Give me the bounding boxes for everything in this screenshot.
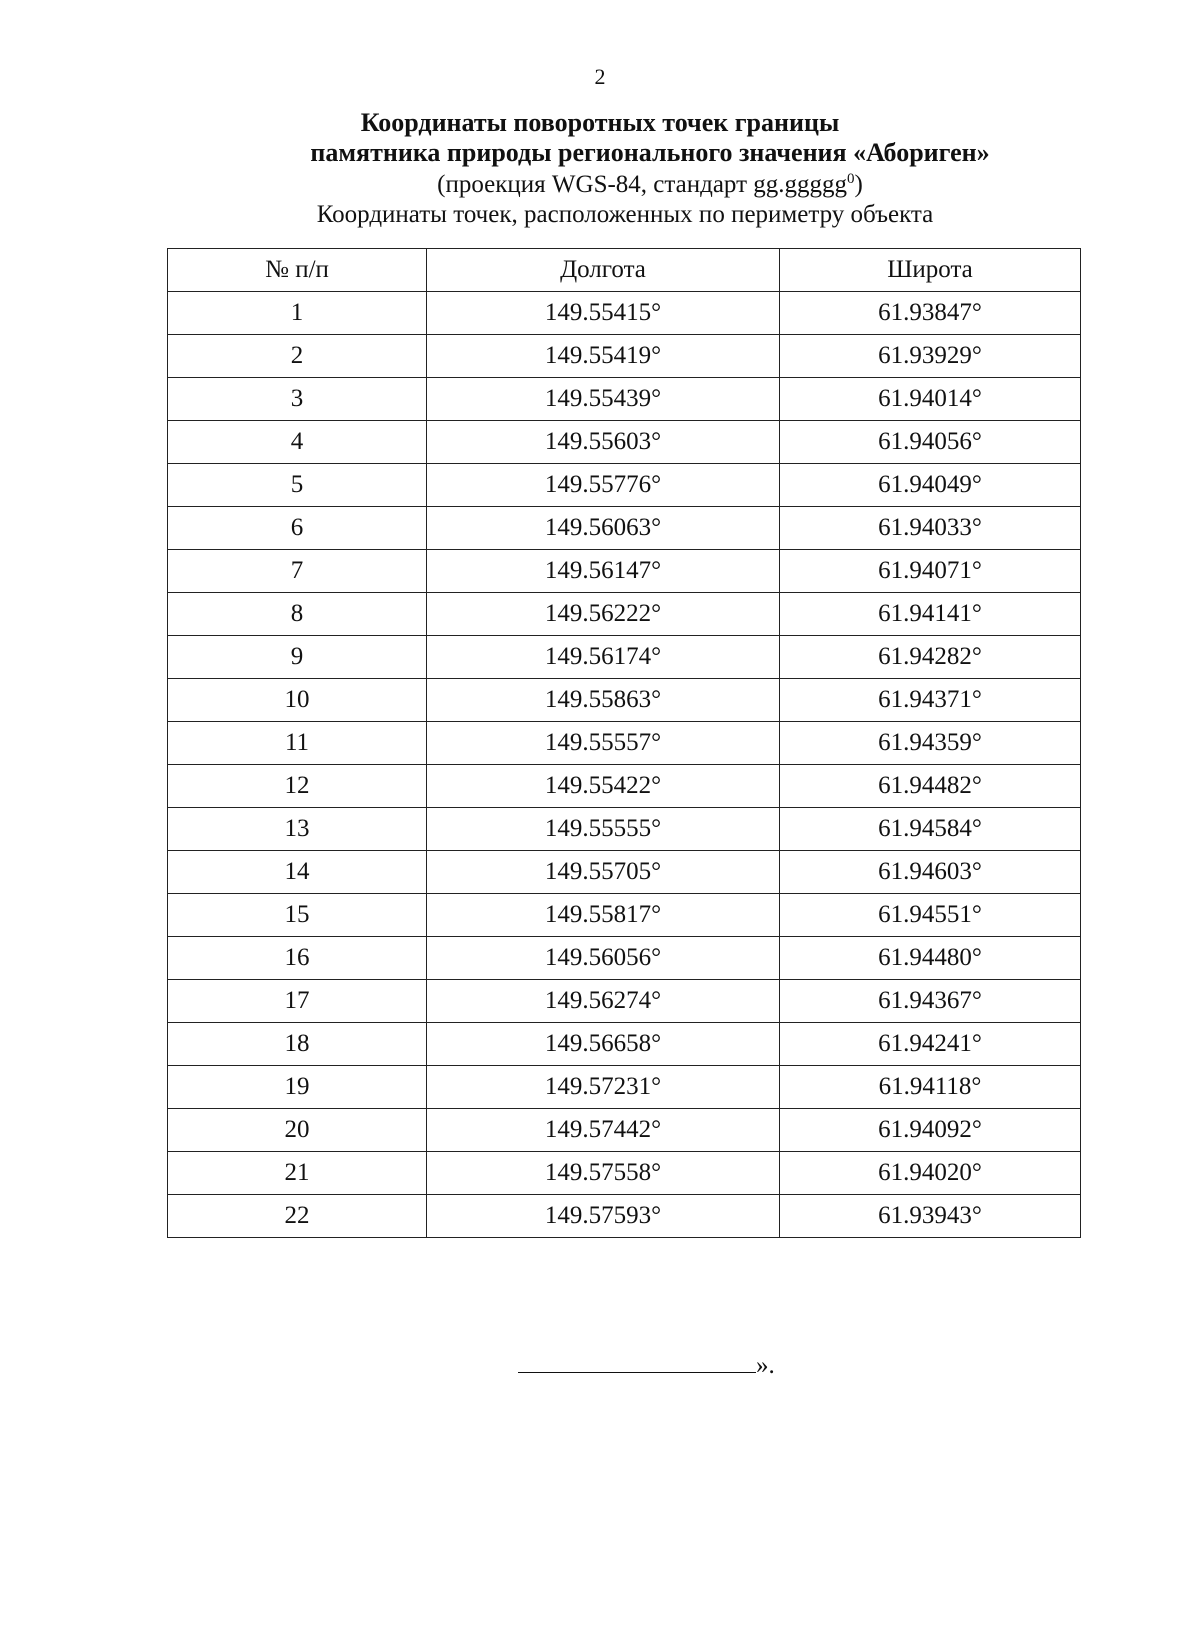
cell-longitude: 149.56056° xyxy=(427,937,780,980)
cell-longitude: 149.55557° xyxy=(427,722,780,765)
table-row xyxy=(168,550,1081,593)
table-row xyxy=(168,851,1081,894)
table-row xyxy=(168,1109,1081,1152)
cell-longitude: 149.55705° xyxy=(427,851,780,894)
table-body xyxy=(168,292,1081,1238)
header-latitude: Широта xyxy=(780,249,1081,292)
cell-latitude: 61.94020° xyxy=(780,1152,1081,1195)
table-row xyxy=(168,292,1081,335)
cell-latitude: 61.94118° xyxy=(780,1066,1081,1109)
cell-latitude: 61.94049° xyxy=(780,464,1081,507)
cell-latitude: 61.94071° xyxy=(780,550,1081,593)
table-row xyxy=(168,937,1081,980)
cell-number: 19 xyxy=(168,1066,427,1109)
cell-number: 10 xyxy=(168,679,427,722)
table-row xyxy=(168,1195,1081,1238)
cell-longitude: 149.57231° xyxy=(427,1066,780,1109)
table-row xyxy=(168,765,1081,808)
cell-latitude: 61.94603° xyxy=(780,851,1081,894)
cell-latitude: 61.94241° xyxy=(780,1023,1081,1066)
cell-number: 22 xyxy=(168,1195,427,1238)
cell-latitude: 61.94480° xyxy=(780,937,1081,980)
cell-longitude: 149.55863° xyxy=(427,679,780,722)
cell-number: 5 xyxy=(168,464,427,507)
cell-number: 17 xyxy=(168,980,427,1023)
cell-latitude: 61.94014° xyxy=(780,378,1081,421)
cell-longitude: 149.57558° xyxy=(427,1152,780,1195)
table-row xyxy=(168,679,1081,722)
cell-longitude: 149.55419° xyxy=(427,335,780,378)
table-row xyxy=(168,636,1081,679)
cell-number: 7 xyxy=(168,550,427,593)
cell-number: 2 xyxy=(168,335,427,378)
table-row xyxy=(168,378,1081,421)
projection-closing: ) xyxy=(854,171,863,198)
document-title xyxy=(0,108,1200,168)
cell-latitude: 61.94551° xyxy=(780,894,1081,937)
cell-longitude: 149.55817° xyxy=(427,894,780,937)
table-row xyxy=(168,593,1081,636)
cell-latitude: 61.94092° xyxy=(780,1109,1081,1152)
table-row xyxy=(168,1023,1081,1066)
cell-latitude: 61.93847° xyxy=(780,292,1081,335)
cell-latitude: 61.94584° xyxy=(780,808,1081,851)
cell-number: 14 xyxy=(168,851,427,894)
cell-number: 13 xyxy=(168,808,427,851)
table-subtitle: Координаты точек, расположенных по периметру объекта xyxy=(316,201,934,228)
cell-longitude: 149.55603° xyxy=(427,421,780,464)
cell-number: 11 xyxy=(168,722,427,765)
table-row xyxy=(168,808,1081,851)
closing-mark: ». xyxy=(756,1352,775,1379)
projection-text: (проекция WGS-84, стандарт gg.ggggg xyxy=(437,171,848,198)
cell-latitude: 61.94056° xyxy=(780,421,1081,464)
title-line-1: Координаты поворотных точек границы xyxy=(360,108,840,137)
coordinates-table xyxy=(167,248,1081,1238)
cell-longitude: 149.55555° xyxy=(427,808,780,851)
cell-number: 8 xyxy=(168,593,427,636)
cell-number: 6 xyxy=(168,507,427,550)
table-row xyxy=(168,507,1081,550)
cell-number: 15 xyxy=(168,894,427,937)
projection-superscript: 0 xyxy=(847,171,855,187)
cell-longitude: 149.56174° xyxy=(427,636,780,679)
cell-number: 1 xyxy=(168,292,427,335)
table-row xyxy=(168,335,1081,378)
cell-latitude: 61.94033° xyxy=(780,507,1081,550)
cell-longitude: 149.55439° xyxy=(427,378,780,421)
signature-line xyxy=(518,1348,775,1381)
page-number: 2 xyxy=(594,64,606,89)
title-line-2: памятника природы регионального значения «Абориген» xyxy=(310,138,990,167)
cell-longitude: 149.57442° xyxy=(427,1109,780,1152)
cell-longitude: 149.56274° xyxy=(427,980,780,1023)
blank-line xyxy=(518,1348,756,1373)
cell-longitude: 149.55776° xyxy=(427,464,780,507)
table-row xyxy=(168,1152,1081,1195)
cell-longitude: 149.55415° xyxy=(427,292,780,335)
cell-latitude: 61.94359° xyxy=(780,722,1081,765)
cell-longitude: 149.56063° xyxy=(427,507,780,550)
cell-longitude: 149.56658° xyxy=(427,1023,780,1066)
cell-number: 20 xyxy=(168,1109,427,1152)
header-longitude: Долгота xyxy=(427,249,780,292)
cell-longitude: 149.56147° xyxy=(427,550,780,593)
cell-latitude: 61.94482° xyxy=(780,765,1081,808)
cell-latitude: 61.94367° xyxy=(780,980,1081,1023)
header-number: № п/п xyxy=(168,249,427,292)
table-row xyxy=(168,980,1081,1023)
cell-number: 9 xyxy=(168,636,427,679)
cell-number: 21 xyxy=(168,1152,427,1195)
cell-latitude: 61.93929° xyxy=(780,335,1081,378)
table-header-row xyxy=(168,249,1081,292)
cell-longitude: 149.56222° xyxy=(427,593,780,636)
cell-number: 3 xyxy=(168,378,427,421)
table-row xyxy=(168,894,1081,937)
table-row xyxy=(168,421,1081,464)
cell-number: 12 xyxy=(168,765,427,808)
cell-longitude: 149.57593° xyxy=(427,1195,780,1238)
table-row xyxy=(168,1066,1081,1109)
cell-longitude: 149.55422° xyxy=(427,765,780,808)
cell-latitude: 61.94141° xyxy=(780,593,1081,636)
cell-number: 16 xyxy=(168,937,427,980)
cell-latitude: 61.93943° xyxy=(780,1195,1081,1238)
cell-latitude: 61.94282° xyxy=(780,636,1081,679)
table-row xyxy=(168,464,1081,507)
table-row xyxy=(168,722,1081,765)
projection-note xyxy=(0,170,1200,200)
cell-number: 4 xyxy=(168,421,427,464)
cell-number: 18 xyxy=(168,1023,427,1066)
cell-latitude: 61.94371° xyxy=(780,679,1081,722)
